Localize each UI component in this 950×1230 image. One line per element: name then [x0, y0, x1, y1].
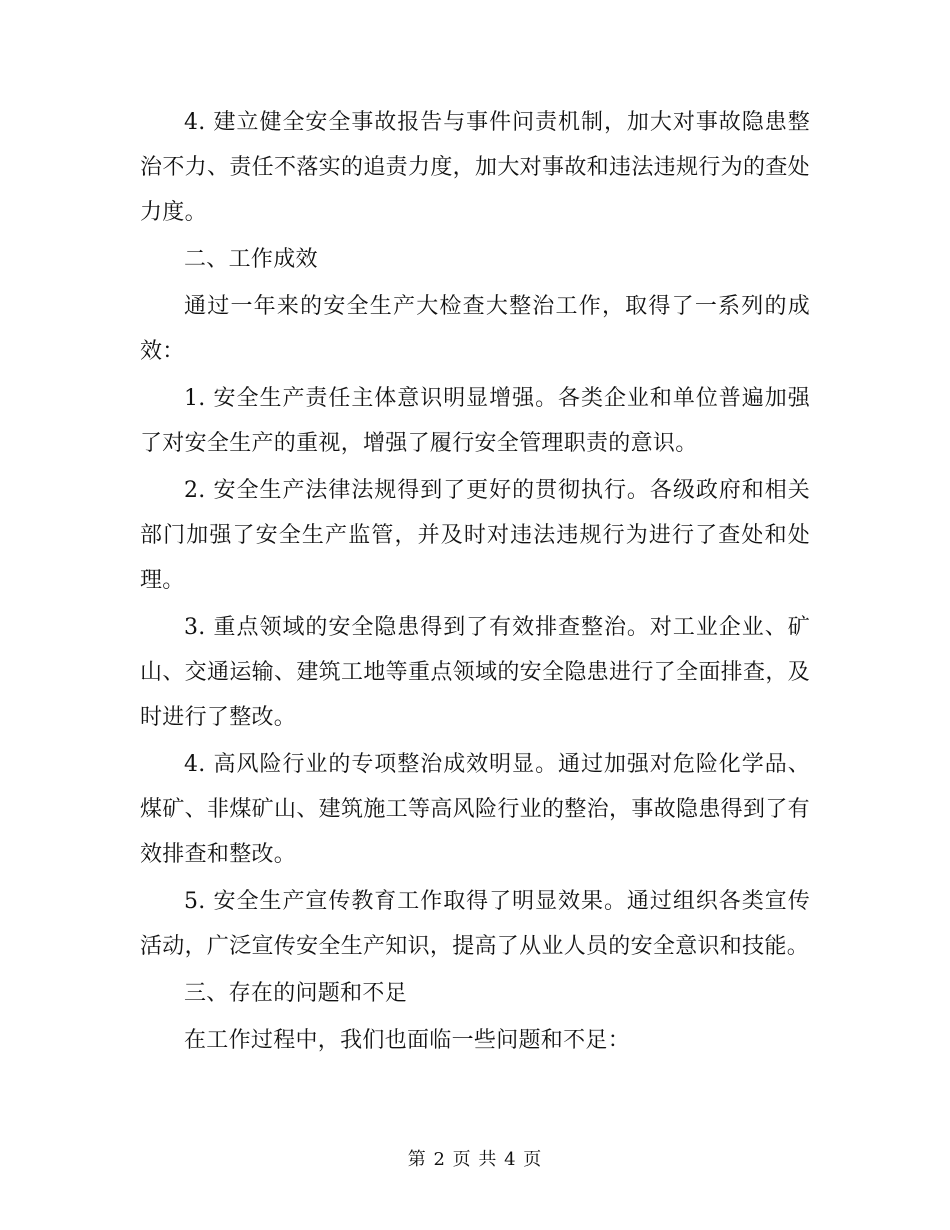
page-footer	[0, 1146, 950, 1174]
section-heading-problems: 三、存在的问题和不足	[184, 981, 408, 1006]
paragraph-results-intro: 通过一年来的安全生产大检查大整治工作，取得了一系列的成效：	[140, 294, 810, 364]
paragraph-result-3: 3. 重点领域的安全隐患得到了有效排查整治。对工业企业、矿山、交通运输、建筑工地等重点领域的安全隐患进行了全面排查，及时进行了整改。	[140, 615, 810, 730]
paragraph-result-1: 1. 安全生产责任主体意识明显增强。各类企业和单位普遍加强了对安全生产的重视，增强了履行安全管理职责的意识。	[140, 386, 810, 456]
paragraph-item-4-accountability: 4. 建立健全安全事故报告与事件问责机制，加大对事故隐患整治不力、责任不落实的追责力度，加大对事故和违法违规行为的查处力度。	[140, 110, 810, 225]
paragraph-result-4: 4. 高风险行业的专项整治成效明显。通过加强对危险化学品、煤矿、非煤矿山、建筑施工等高风险行业的整治，事故隐患得到了有效排查和整改。	[140, 752, 810, 867]
page-number-label: 第 2 页 共 4 页	[407, 1149, 543, 1170]
document-body	[140, 100, 810, 1065]
paragraph-result-5: 5. 安全生产宣传教育工作取得了明显效果。通过组织各类宣传活动，广泛宣传安全生产知识，提高了从业人员的安全意识和技能。	[140, 889, 810, 959]
paragraph-result-2: 2. 安全生产法律法规得到了更好的贯彻执行。各级政府和相关部门加强了安全生产监管，并及时对违法违规行为进行了查处和处理。	[140, 478, 810, 593]
paragraph-problems-intro: 在工作过程中，我们也面临一些问题和不足：	[184, 1028, 631, 1053]
section-heading-work-results: 二、工作成效	[184, 247, 318, 272]
